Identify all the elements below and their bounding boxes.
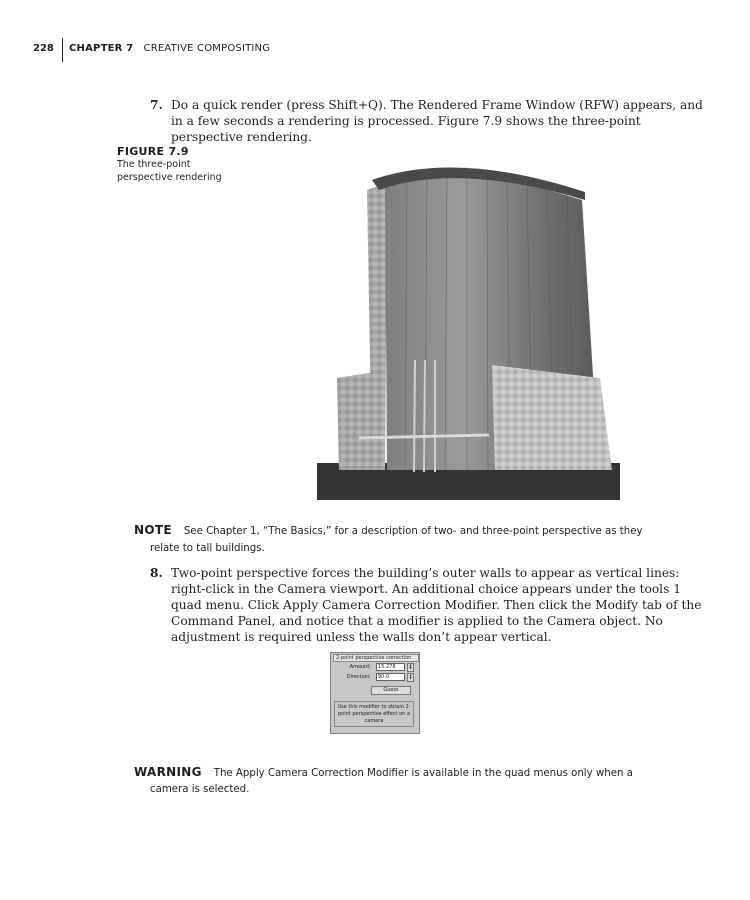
step-number: 8. (150, 566, 163, 580)
spinner-arrows-icon[interactable]: ▲ ▼ (407, 663, 414, 672)
page-number: 228 (33, 43, 54, 54)
chapter-label: CHAPTER 7 (69, 43, 134, 54)
note-text-line: relate to tall buildings. (150, 543, 265, 554)
step-text: Two-point perspective forces the building’s outer walls to appear as vertical lines: right-click in the Camera viewport. An additional choice appears under the tools 1 quad menu. Click Apply Camera Correction Modifier. Then click the Modify tab of the Command Panel, and notice that a modifier is applied to the Camera object. No adjustment is required unless the walls don’t appear vertical. (171, 566, 702, 644)
amount-label: Amount: (349, 664, 371, 670)
figure-label: FIGURE 7.9 (117, 145, 189, 158)
warning-callout-continued (150, 781, 249, 798)
direction-label: Direction: (346, 674, 371, 680)
chapter-title: CREATIVE COMPOSITING (143, 43, 271, 54)
caption-line: The three-point (117, 159, 191, 170)
caption-line: perspective rendering (117, 172, 222, 183)
rollout-title[interactable]: 2-point perspective correction (333, 654, 419, 662)
step-number: 7. (150, 98, 163, 112)
header-divider (62, 38, 63, 62)
warning-tag: WARNING (134, 765, 202, 779)
amount-field[interactable]: 15.278 (376, 663, 405, 671)
modifier-description: Use this modifier to obtain 2-point perspective effect on a camera (334, 701, 414, 727)
building-rendering (317, 150, 620, 500)
note-tag: NOTE (134, 523, 172, 537)
warning-callout (134, 764, 633, 782)
amount-row (331, 663, 419, 671)
guess-button[interactable]: Guess (371, 686, 411, 695)
camera-correction-rollout (330, 652, 420, 734)
note-callout (134, 522, 643, 540)
note-text-line: See Chapter 1, “The Basics,” for a description of two- and three-point perspective as they (183, 526, 643, 537)
figure-caption (117, 145, 237, 184)
warning-text-line: The Apply Camera Correction Modifier is available in the quad menus only when a (213, 768, 633, 779)
warning-text-line: camera is selected. (150, 784, 250, 795)
note-callout-continued (150, 540, 265, 557)
direction-field[interactable]: 90.0 (376, 673, 405, 681)
direction-row (331, 673, 419, 681)
chapter-heading (69, 43, 270, 54)
step-text: Do a quick render (press Shift+Q). The Rendered Frame Window (RFW) appears, and in a few seconds a rendering is processed. Figure 7.9 shows the three-point perspective rendering. (171, 98, 703, 144)
spinner-arrows-icon[interactable]: ▲ ▼ (407, 673, 414, 682)
